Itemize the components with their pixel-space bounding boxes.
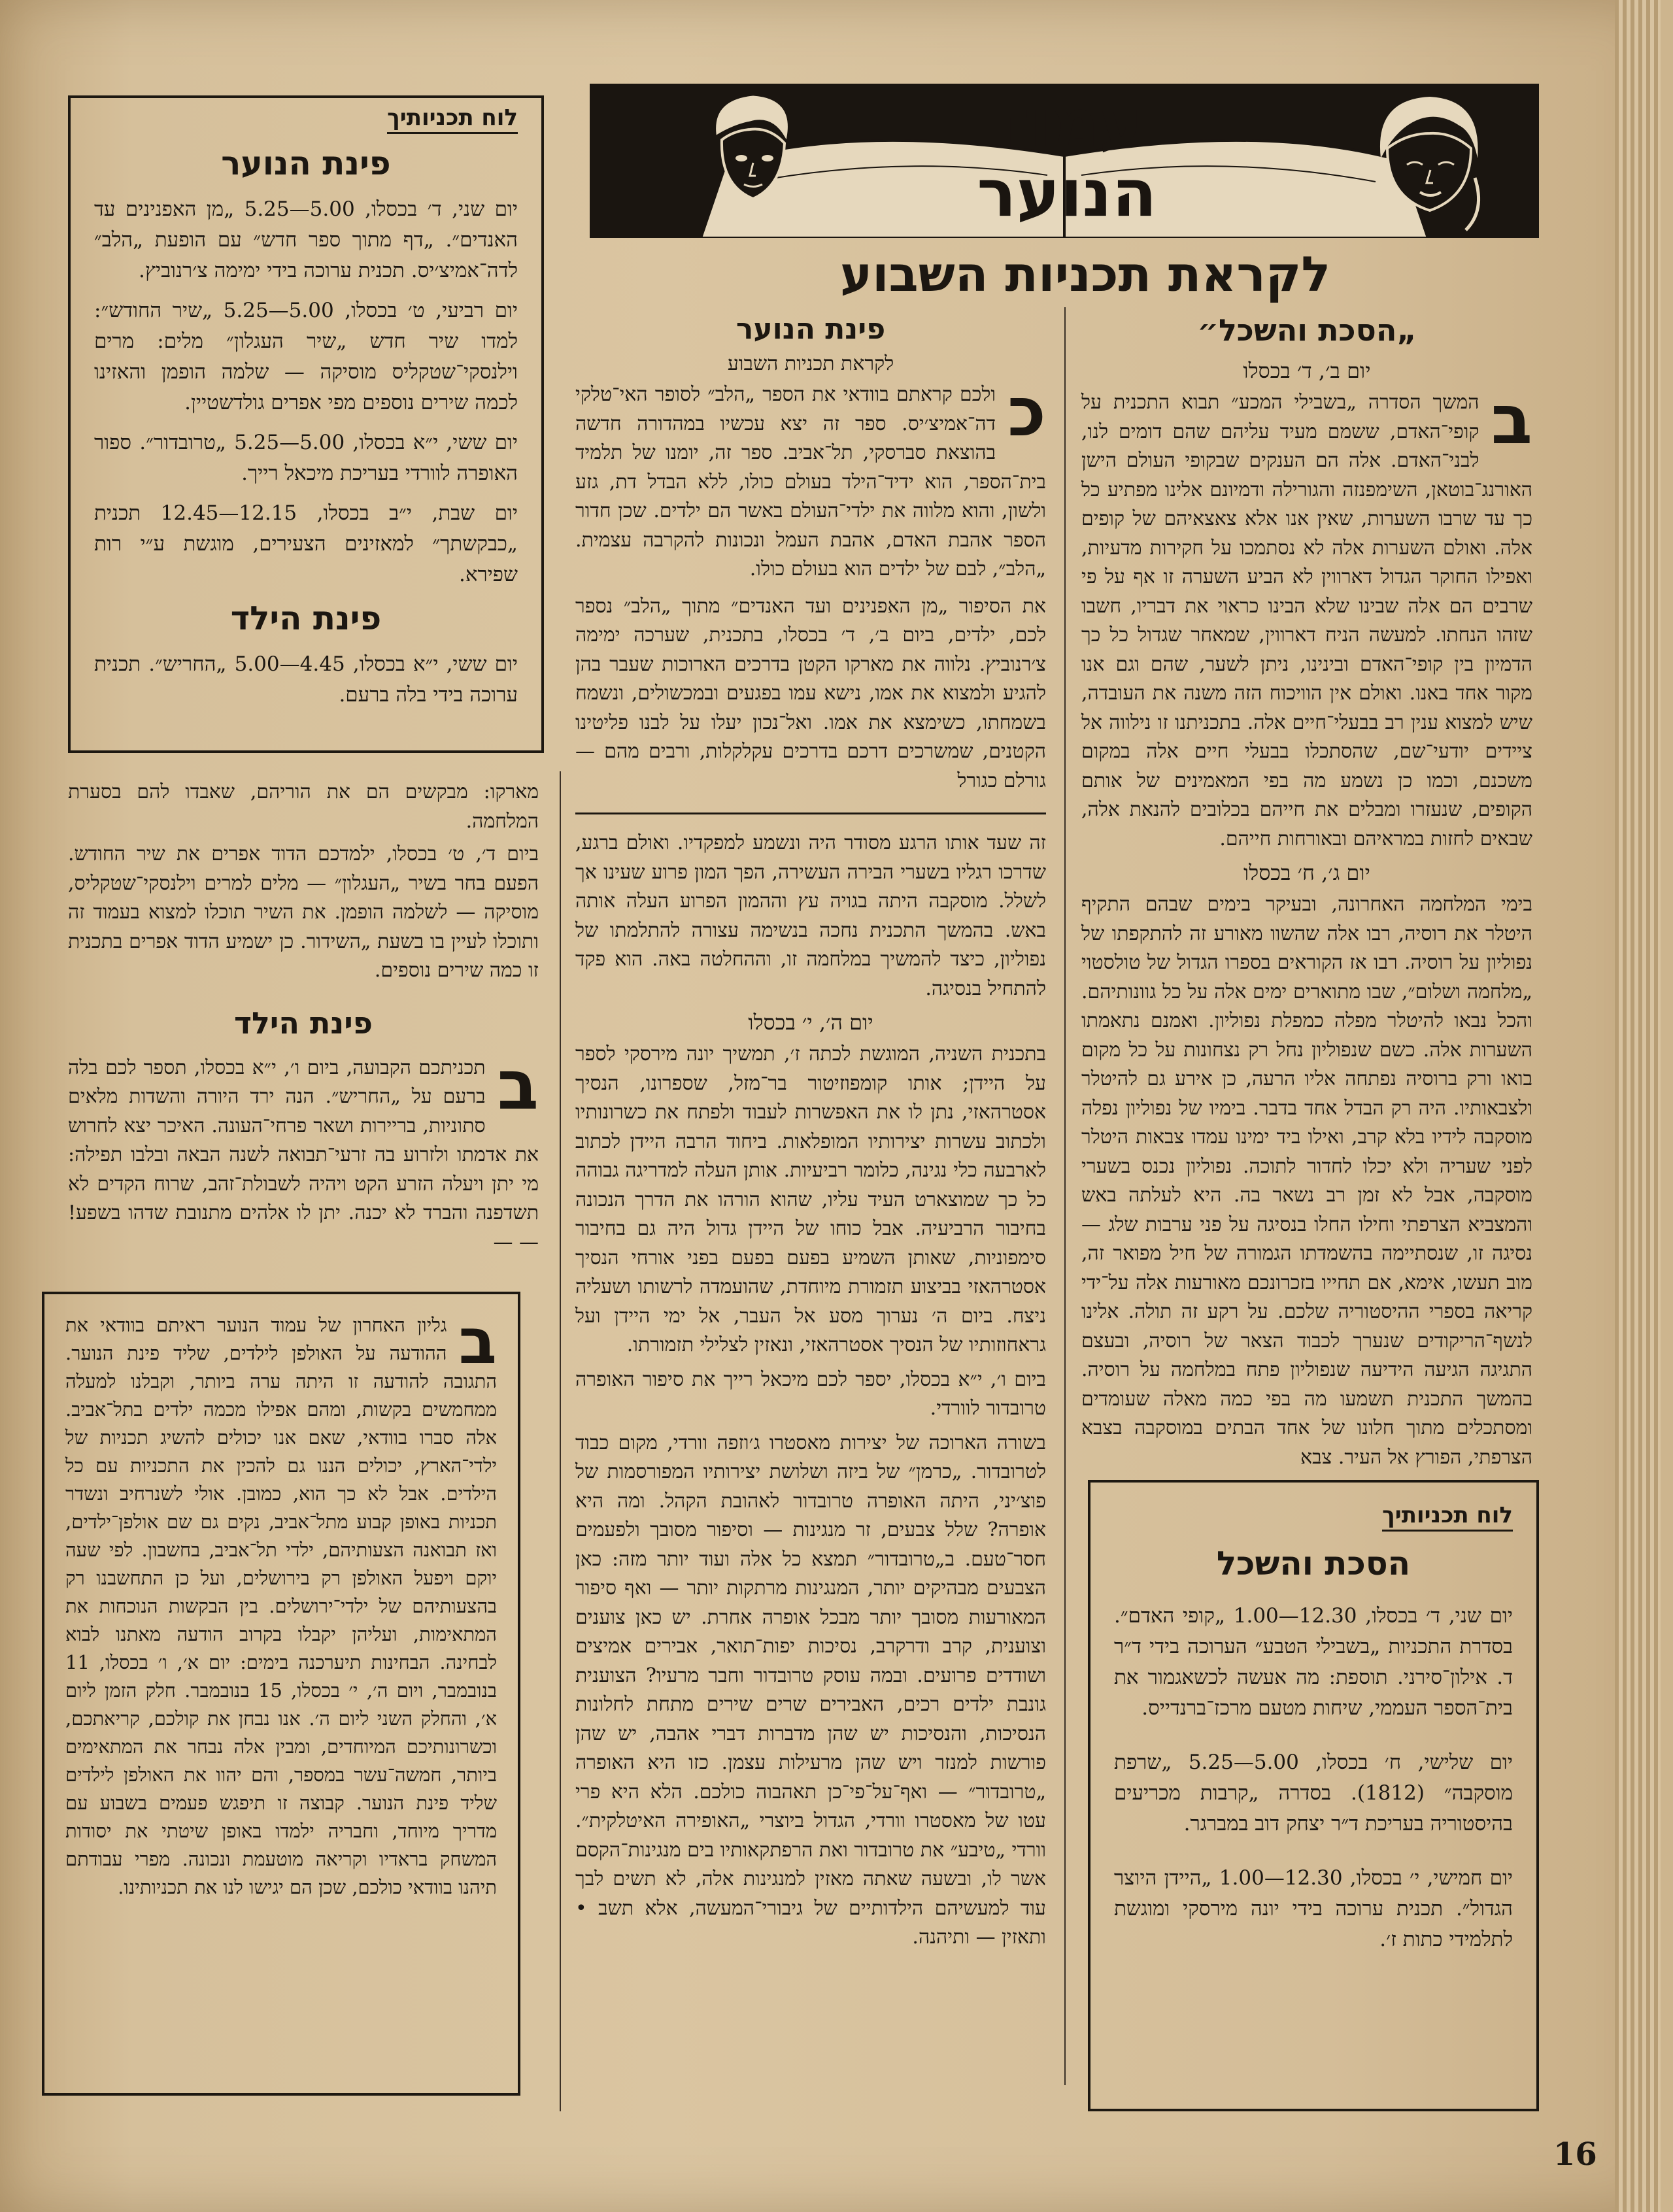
schedule-item: יום ששי, י״א בכסלו, 4.45—5.00 „החריש״. תכנית ערוכה בידי בלה ברעם. [94, 652, 518, 707]
schedule-box-youth [68, 95, 544, 753]
article-paragraph: בשורה הארוכה של יצירות מאסטרו ג׳וזפה וורדי, מקום כבוד לטרובדור. „כרמן״ של ביזה ושלושת יצירותיו המפורסמות של פוצ׳יני, היתה האופרה טרובדור לאהובת הקהל. ומה היא אופרה? שלל צבעים, זר מנגינות — וסיפור מסובך ולפעמים חסר־טעם. ב„טרובדור״ תמצא כל אלה ועוד יותר מזה: כאן הצבעים מבהיקים יותר, המנגינות מרתקות יותר — ואף סיפור המאורעות מסובך יותר מבכל אופרה אחרת. יש כאן צוענים וצוענית, קרב ודרקרב, נסיכות יפות־תואר, אבירים אמיצים ושודדים פרועים. ובמה עוסק טרובדור וחבר מרעיו? הצוענית גונבת ילדים רכים, האבירים שרים שירים מתחת לחלונות הנסיכות, והנסיכות יש שהן מדברות דברי אהבה, יש שהן פורשות למנזר ויש שהן מרעילות עצמן. כזו היא האופרה „טרובדור״ — ואף־על־פי־כן תאהבוה כולכם. הלא היא פרי עטו של מאסטרו וורדי, הגדול ביוצרי „האופירה האיטלקית״. וורדי „טיבע״ את טרובדור ואת הרפתקאותיו בים מנגינות־הקסם אשר לו, ובשעה שאתה מאזין למנגינות אלה, לא תשים לבך עוד למעשיהם הילדותיים של גיבורי־המעשה, אלא תשב • ותאזין — ותיהנה. [575, 1431, 1046, 1949]
article-paragraph: ב תכניתכם הקבועה, ביום ו׳, י״א בכסלו, תספר לכם בלה ברעם על „החריש״. הנה ירד היורה והשדות מלאים סתוניות, בריירות ושאר פרחי־העונה. האיכר יצא לחרוש את אדמתו ולזרוע בה זרעי־תבואה לשנה הבאה ובלבו תפילה: מי יתן ויעלה הזרע הקט ויהיה לשבולת־זהב, שרוח הקדים לא תשדפנה והברד לא יכנה. יתן לו אלהים מתנובת שדהו בשפע! — — [68, 1045, 539, 1254]
section-rule [575, 813, 1046, 814]
subheading: לקראת תכניות השבוע [727, 352, 894, 375]
schedule-item: יום שבת, י״ב בכסלו, 12.15—12.45 תכנית „כבקשתך״ למאזינים הצעירים, מוגשת ע״י רות שפירא. [94, 501, 518, 586]
banner-title-line1: עמוד [990, 85, 1143, 161]
announcement-text: ב גליון האחרון של עמוד הנוער ראיתם בוודאי את ההודעה על האולפן לילדים, שליד פינת הנוער. התגובה להודעה זו היתה ערה ביותר, וקבלנו למעלה ממחמשים בקשות, ומהם אפילו מכמה ילדים בתל־אביב. אלה סברו בוודאי, שאם אנו יכולים להשיג תכניות של ילדי־הארץ, יכולים הננו גם להכין את התכניות עם כל הילדים. אבל לא כך הוא, כמובן. אולי לשנרחיב ונשדר תכניות באופן קבוע מתל־אביב, נקים גם שם אולפן־ילדים, ואז תבואנה הצעותיהם, ילדי תל־אביב, בחשבון. לפי שעה יוקם ויפעל האולפן רק בירושלים, ועל כן התחשבנו רק בהצעותיהם של ילדי־ירושלים. בין הבקשות הנוכחות את המתאימות, ועליהן יקבלו בקרוב הודעה מאתנו לבוא לבחינה. הבחינות תיערכנה בימים: יום א׳, ו׳ בכסלו, 11 בנובמבר, ויום ה׳, י׳ בכסלו, 15 בנובמבר. חלק הזמן ליום א׳, והחלק השני ליום ה׳. אנו נבחן את קולכם, קריאתכם, וכשרונותיכם המיוחדים, ומבין אלה נבחר את המתאימים ביותר, חמשה־עשר במספר, והם יהוו את האולפן לילדים שליד פינת הנוער. קבוצה זו תיפגש פעמים בשבוע עם מדריך מיוחד, וחבריה ילמדו באופן שיטתי את יסודות המשחק בראדיו וקריאה מוטעמת ונכונה. מפרי עבודתם תיהנו בוודאי כולכם, שכן הם יגישו לנו את תכניותינו. [65, 1305, 497, 1898]
article-paragraph: בימי המלחמה האחרונה, ובעיקר בימים שבהם התקיף היטלר את רוסיה, רבו אלה שהשוו מאורע זה להתקפתו של נפוליון על רוסיה. רבו אז הקוראים בספרו הגדול של טולסטוי „מלחמה ושלום״, שבו מתוארים ימים אלה על כל גוונותיהם. והכל נבאו להיטלר מפלה כמפלת נפוליון. ואמנם נתאמתו השערות אלה. כשם שנפוליון נחל רק נצחונות על כל מקום בואו ורק ברוסיה נפתחה אליו הרעה, כן אירע גם להיטלר ולצבאותיו. היה רק הבדל אחד בדבר. בימיו של נפוליון נפלה מוסקבה לידיו בלא קרב, ואילו ביד ימינו עמדו צבאות היטלר לפני שעריה ולא יכלו לחדור לתוכה. נפוליון נכנס בשערי מוסקבה, אבל לא זמן רב נשאר בה. היא לעלתה באש והמצביא הצרפתי וחילו החלו בנסיגה על פני ערבות שלג — נסיגה זו, שנסתיימה בהשמדתו הגמורה של חיל מפואר זה, מוב תעשו, אימא, אם תחייו בזכרונכם מאורעות אלה על־ידי קריאה בספרי ההיסטוריה שלכם. על רקע זה תולה. אלינו לנשף־הריקודים שנערך לכבוד הצאר של רוסיה, ובעצם התגיגה הגיעה הידיעה שנפוליון פתח במלחמה על רוסיה. בהמשך התכנית תשמעו מה בפי כמה מאלה שעומדים ומסתכלים מתוך חלונו של אחד הבתים במוסקבה בצבא הצרפתי, הפורץ אל העיר. צבא [1081, 893, 1532, 1469]
dateline: יום ג׳, ח׳ בכסלו [1243, 860, 1370, 885]
article-paragraph: כ ולכם קראתם בוודאי את הספר „הלב״ לסופר האי־טלקי דה־אמיצ׳יס. ספר זה יצא עכשיו במהדורה חדשה בהוצאת סברסקי, תל־אביב. ספר זה, יומנו של תלמיד בית־הספר, הוא ידיד־הילד בעולם כולו, ללא הבדל דת, גזע ולשון, והוא מלווה את ילדי־העולם באשר הם ילדים. שכן חדור הספר אהבת האדם, אהבת העמל ונכונות להקרבה עצמית. „הלב״, לבם של ילדים הוא בעולם כולו. [575, 372, 1046, 580]
article-paragraph: מארקו: מבקשים הם את הוריהם, שאבדו להם בסערת המלחמה. [68, 780, 539, 833]
boy-reader-icon [688, 88, 812, 231]
schedule-item: יום חמישי, י׳ בכסלו, 12.30—1.00 „היידן היוצר הגדול״. תכנית ערוכה בידי יונה מירסקי ומוגשת לתלמידי כתות ז׳. [1114, 1866, 1513, 1951]
schedule-title-child: פינת הילד [230, 599, 382, 637]
schedule-title: הסכת והשכל [1216, 1545, 1411, 1583]
schedule-box-listen [1088, 1480, 1539, 2111]
dateline: יום ב׳, ד׳ בכסלו [1243, 358, 1371, 383]
page-number: 16 [1553, 2136, 1597, 2173]
schedule-title: פינת הנוער [221, 144, 391, 182]
section-heading: „הסכת והשכל״ [1197, 312, 1417, 348]
schedule-item: יום רביעי, ט׳ בכסלו, 5.00—5.25 „שיר החודש״: למדו שיר חדש „שיר העגלון״ מלים: מרים וילנסקי־שטקליס מוסיקה — שלמה הופמן והאזינו לכמה שירים נוספים מפי אפרים גולדשטיין. [94, 299, 518, 414]
page-edge [1615, 0, 1661, 2212]
schedule-item: יום שלישי, ח׳ בכסלו, 5.00—5.25 „שרפת מוסקבה״ (1812). בסדרה „קרבות מכריעים בהיסטוריה בעריכת ד״ר יצחק דוב במברגר. [1114, 1751, 1513, 1835]
section-heading: פינת הילד [233, 1005, 373, 1041]
article-paragraph: ביום ד׳, ט׳ בכסלו, ילמדכם הדוד אפרים את שיר החודש. הפעם בחר בשיר „העגלון״ — מלים למרים וילנסקי־שטקליס, מוסיקה — לשלמה הופמן. את השיר תוכלו למצוא בעמוד זה ותוכלו לעיין בו בשעת „השידור. כן ישמיע הדוד אפרים בתכנית זו כמה שירים נוספים. [68, 843, 539, 982]
schedule-item: יום שני, ד׳ בכסלו, 12.30—1.00 „קופי האדם״. בסדרת התכניות „בשבילי הטבע״ הערוכה בידי ד״ר ד. אילון־סירני. תוספת: מה אעשה לכשאגמור את בית־הספר העממי, שיחות מטעם מרכז־ברנדייס. [1114, 1604, 1513, 1720]
dateline: יום ה׳, י׳ בכסלו [748, 1010, 873, 1035]
article-paragraph: ב המשך הסדרה „בשבילי המכע״ תבוא התכנית על קופי־האדם, ששמם מעיד עליהם שהם דומים לנו, לבני־האדם. אלה הם הענקים שבקופי העולם הישן האורנג־בוטאן, השימפנזה והגורילה ודמיונם אלינו מפתיע כל כך עד שרבו השערות, שאין אנו אלא צאצאיהם של קופים אלה. ואולם השערות אלה לא נסתמכו על חקירות מדעיות, ואפילו החוקר הגדול דארווין לא הביע השערה זו אף על פי שרבים הם אלה שבינו שלא הבינו כראוי את דבריו, חשבו שזהו הנחתו. למעשה הניח דארווין, שמאחר שגדול כל כך הדמיון בין קופי־האדם ובינינו, ניתן לשער, שהם וגם אנו מקור אחד באנו. ואולם אין הוויכוח הזה משנה את העובדה, שיש למצוא ענין רב בבעלי־חיים אלה. בתכניתנו זו נילווה אל ציידים יודעי־שם, שהסתכלו בבעלי חיים אלה במקום משכנם, וכמו כן נשמע מה בפי המאמינים של אותם הקופים, שנעזרו ומבלים את חייהם בכלובים להנאת אלה, שבאים לחזות במראיהם ובאורחות חייהם. [1081, 380, 1532, 850]
article-paragraph: בתכנית השניה, המוגשת לכתה ז׳, תמשיך יונה מירסקי לספר על היידן; אותו קומפוזיטור בר־מזל, שספרונו, הנסיך אסטרהאזי, נתן לו את האפשרות לעבוד ולפתח את כשרונותיו ולכתוב עשרות יצירותיו המופלאות. ביחוד הרבה היידן לכתוב לארבעה כלי נגינה, כלומר רביעיות. אותן העלה למדריגה גבוהה כל כך שמוצארט העיד עליו, שהוא הורהו את הדרך הנכונה בחיבור הרביעיה. אבל כוחו של היידן גדול היה גם בחיבור סימפוניות, שאותן השמיע בפעם בפעם בפני אורחי הנסיך אסטרהאזי בביצוע תזמורת מיוחדת, שהועמדה לרשותו ושעליה ניצח. ביום ה׳ נערוך מסע אל העבר, אל ימי היידן ועל גראחוזותיו של הנסיך אסטרהאזי, ונאזין לצלילי תזמורתו. [575, 1043, 1046, 1356]
schedule-label: לוח תכניותיך [1382, 1502, 1513, 1532]
schedule-label: לוח תכניותיך [387, 105, 518, 134]
article-paragraph: את הסיפור „מן האפנינים ועד האנדים״ מתוך „הלב״ נספר לכם, ילדים, ביום ב׳, ד׳ בכסלו, בתכנית, שערכה ימימה צ׳רנוביץ. נלווה את מארקו הקטן בדרכים הארוכות שעבר בהן להגיע ולמצוא את אמו, נישא עמו בפגעים ובמכשולים, ונשמח בשמחתו, כשימצא את אמו. ואל־נכון יעלו על לבנו פליטינו הקטנים, שמשרכים דרכם בדרכים עקלקלות, ורבים מהם — גורלם כגורל [575, 594, 1046, 792]
article-paragraph: ביום ו׳, י״א בכסלו, יספר לכם מיכאל רייך את סיפור האופרה טרובדור לוורדי. [575, 1367, 1046, 1420]
drop-cap: ב [497, 1045, 539, 1125]
article-paragraph: זה שעד אותו הרגע מסודר היה ונשמע למפקדיו. ואולם ברגע, שדרכו רגליו בשערי הבירה העשירה, הפך המון פרוע שעינו אך לשלל. מוסקבה היתה בגויה עץ וההמון הפרוע העלה אותה באש. בהמשך התכנית נחכה בנשימה עצורה להתלמתו של נפוליון, כיצד להמשיך במלחמה זו, וההחלטה באה. הוא פקד להתחיל בנסיגה. [575, 831, 1046, 1000]
banner-title-line2: הנוער [977, 155, 1157, 231]
section-heading: פינת הנוער [735, 312, 886, 346]
schedule-item: יום שני, ד׳ בכסלו, 5.00—5.25 „מן האפנינים עד האנדים״. „דף מתוך ספר חדש״ עם הופעת „הלב״ לדה־אמיצ׳יס. תכנית ערוכה בידי ימימה צ׳רנוביץ. [94, 197, 518, 282]
drop-cap: ב [1491, 380, 1532, 460]
article-column-middle [575, 310, 1046, 1952]
article-column-right [1081, 310, 1532, 1472]
banner [590, 84, 1539, 238]
column-divider [560, 771, 561, 2111]
girl-reader-icon [1361, 86, 1492, 234]
column-divider [1064, 307, 1066, 2085]
schedule-item: יום ששי, י״א בכסלו, 5.00—5.25 „טרובדור״. ספור האופרה לוורדי בעריכת מיכאל רייך. [94, 431, 518, 485]
drop-cap: ב [458, 1305, 497, 1378]
drop-cap: כ [1007, 372, 1046, 452]
article-column-left [68, 778, 539, 1257]
main-headline: לקראת תכניות השבוע [839, 246, 1331, 303]
announcement-box [42, 1292, 520, 2096]
